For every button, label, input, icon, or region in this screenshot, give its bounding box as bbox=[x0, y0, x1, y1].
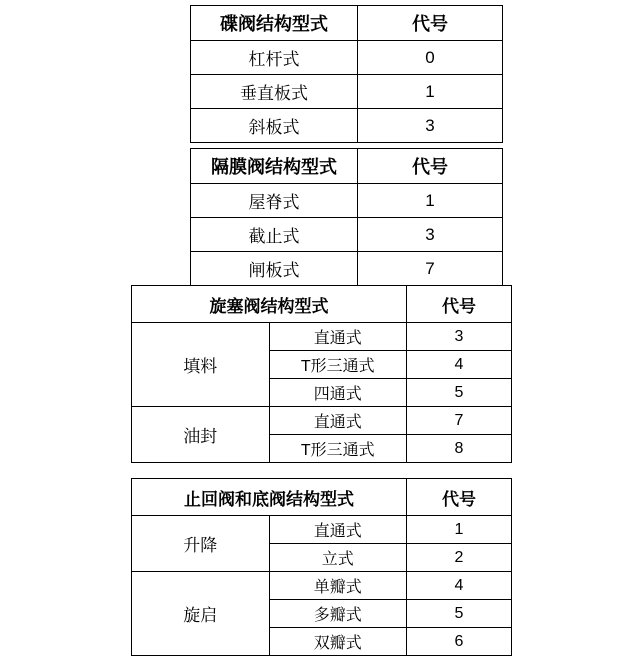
cell-code: 5 bbox=[407, 600, 512, 628]
plug-valve-table bbox=[131, 285, 512, 463]
cell-code: 7 bbox=[407, 407, 512, 435]
cell-type: 杠杆式 bbox=[191, 41, 358, 75]
table-header-row bbox=[132, 479, 512, 516]
table-row bbox=[191, 41, 503, 75]
cell-type: 四通式 bbox=[269, 379, 407, 407]
column-header-code: 代号 bbox=[358, 149, 503, 184]
group-label: 填料 bbox=[132, 323, 270, 407]
table-row bbox=[191, 218, 503, 252]
cell-type: 闸板式 bbox=[191, 252, 358, 286]
table-header-row bbox=[191, 6, 503, 41]
cell-type: 直通式 bbox=[269, 323, 407, 351]
table-row bbox=[132, 516, 512, 544]
check-and-foot-valve-table bbox=[131, 478, 512, 656]
cell-code: 7 bbox=[358, 252, 503, 286]
cell-code: 6 bbox=[407, 628, 512, 656]
cell-type: 屋脊式 bbox=[191, 184, 358, 218]
diaphragm-valve-table bbox=[190, 148, 503, 286]
cell-code: 4 bbox=[407, 351, 512, 379]
column-header-type: 止回阀和底阀结构型式 bbox=[132, 479, 407, 516]
table-row bbox=[132, 407, 512, 435]
cell-type: 立式 bbox=[269, 544, 407, 572]
cell-type: 斜板式 bbox=[191, 109, 358, 143]
butterfly-valve-table bbox=[190, 5, 503, 143]
cell-code: 1 bbox=[358, 75, 503, 109]
column-header-type: 碟阀结构型式 bbox=[191, 6, 358, 41]
cell-code: 1 bbox=[407, 516, 512, 544]
cell-code: 5 bbox=[407, 379, 512, 407]
table-row bbox=[191, 252, 503, 286]
cell-type: T形三通式 bbox=[269, 351, 407, 379]
cell-code: 2 bbox=[407, 544, 512, 572]
group-label: 旋启 bbox=[132, 572, 270, 656]
table-row bbox=[191, 75, 503, 109]
cell-code: 3 bbox=[358, 109, 503, 143]
column-header-type: 旋塞阀结构型式 bbox=[132, 286, 407, 323]
cell-code: 4 bbox=[407, 572, 512, 600]
cell-type: 直通式 bbox=[269, 407, 407, 435]
column-header-code: 代号 bbox=[407, 479, 512, 516]
group-label: 油封 bbox=[132, 407, 270, 463]
table-row bbox=[191, 109, 503, 143]
cell-type: 双瓣式 bbox=[269, 628, 407, 656]
table-row bbox=[132, 323, 512, 351]
cell-code: 1 bbox=[358, 184, 503, 218]
table-header-row bbox=[132, 286, 512, 323]
cell-type: 截止式 bbox=[191, 218, 358, 252]
table-row bbox=[191, 184, 503, 218]
column-header-type: 隔膜阀结构型式 bbox=[191, 149, 358, 184]
cell-type: 多瓣式 bbox=[269, 600, 407, 628]
group-label: 升降 bbox=[132, 516, 270, 572]
table-row bbox=[132, 572, 512, 600]
cell-type: 直通式 bbox=[269, 516, 407, 544]
cell-code: 0 bbox=[358, 41, 503, 75]
cell-code: 3 bbox=[407, 323, 512, 351]
cell-type: 垂直板式 bbox=[191, 75, 358, 109]
cell-code: 8 bbox=[407, 435, 512, 463]
column-header-code: 代号 bbox=[358, 6, 503, 41]
table-header-row bbox=[191, 149, 503, 184]
column-header-code: 代号 bbox=[407, 286, 512, 323]
cell-code: 3 bbox=[358, 218, 503, 252]
cell-type: T形三通式 bbox=[269, 435, 407, 463]
cell-type: 单瓣式 bbox=[269, 572, 407, 600]
